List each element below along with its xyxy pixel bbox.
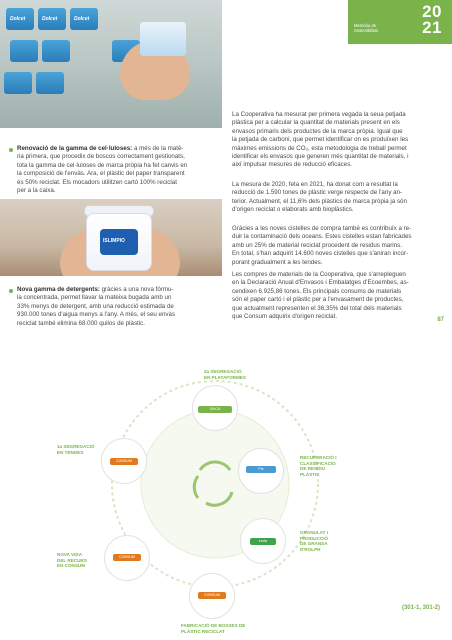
text-line: Gràcies a les noves cistelles de compra també es contribuïx a re- [232, 225, 412, 232]
recovery-pill: Pie [246, 466, 276, 473]
saica-pill: SAICA [198, 406, 232, 413]
text-line: duir la contaminació dels oceans. Estes cistelles estan fabricades [232, 233, 412, 241]
label-line: RECUPERACIÓ I [300, 455, 337, 460]
label-line: PLÀSTIC [300, 471, 320, 477]
page-number: 87 [437, 317, 444, 323]
text-line: és 50% reciclat. Els mocadors utilitzen cartó 100% reciclat [17, 178, 177, 186]
text-line: que Consum adquirix d'origen reciclat. [232, 313, 338, 321]
text-line: en la Declaració Anual d'Envasos i Embalatges d'Ecoembes, as- [232, 279, 409, 287]
text-line: la petjada de carboni, que permet identificar on es produïxen les [232, 136, 409, 144]
label-new-life [57, 552, 87, 569]
text-line: La Cooperativa ha mesurat per primera vegada la seua petjada [232, 111, 406, 118]
text-line: porant gradualment a les tendes. [232, 258, 323, 266]
text-line: Les compres de materials de la Cooperativa, que s'arrepleguen [232, 271, 406, 278]
text-line: plàstica per a calcular la quantitat de materials present en els [232, 119, 400, 127]
cellulose-lead: Renovació de la gamma de cel·luloses: [17, 145, 133, 152]
label-line: DEL RECURS [57, 557, 87, 563]
pack-text: Dolcet [10, 16, 26, 22]
label-line: FABRICACIÓ DE BOSSES DE [181, 623, 246, 628]
text-line: En total, s'han adquirit 14.600 noves cistelles que s'aniran incor- [232, 250, 409, 258]
label-line: 1a SEGREGACIÓ [57, 444, 95, 449]
label-line: EN CONSUM [57, 563, 86, 569]
report-label-line1: Memòria de [354, 23, 377, 28]
label-store-segregation [57, 444, 95, 455]
text-line: són el paper cartó i el plàstic per a l'envasament de productes, [232, 296, 404, 304]
label-line: EN TENDES [57, 449, 84, 455]
label-line: EN PLATAFORMES [204, 374, 246, 380]
text-line: envasos primaris dels productes de la marca pròpia. Igual que [232, 127, 403, 135]
text-line: 33% menys de detergent, amb una reducció estimada de [17, 302, 174, 310]
text-line: ria primera, que procedix de boscos correctament gestionats, [17, 153, 185, 161]
label-recovery [300, 455, 337, 477]
consum-pill: CONSUM [113, 554, 141, 561]
gri-codes: (301-1, 301-2) [401, 605, 440, 611]
report-label-line2: Sostenibilitat [354, 28, 378, 33]
text-line: 930.000 tones d'aigua menys a l'any. A més, el seu envàs [17, 311, 176, 319]
pack-text: Dolcet [42, 16, 58, 22]
label-line: D'ROLPH [300, 546, 321, 552]
year-bottom: 21 [422, 18, 442, 37]
consum-pill: CONSUM [110, 458, 138, 465]
label-line: DE GRANSA [300, 541, 328, 547]
label-platform-segregation [204, 369, 246, 380]
text-line: cendixen 6.925,86 tones. Els principals consums de materials [232, 287, 402, 295]
tub-brand: ISLIMPIO [103, 238, 125, 244]
label-line: PLÀSTIC RECICLAT [181, 628, 225, 634]
label-bag-manufacturing [181, 623, 245, 634]
text-line: a més de la matè- [133, 145, 184, 152]
text-line: reciclat també elimina 68.000 quilos de plàstic. [17, 319, 145, 327]
label-line: NOVA VIDA [57, 552, 83, 557]
text-line: gràcies a una nova fórmu- [101, 286, 174, 293]
detergent-lead: Nova gamma de detergents: [17, 286, 100, 293]
text-line: amb un 25% de material reciclat procedent de residus marins. [232, 241, 402, 249]
text-line: la concentrada, permet llavar la mateixa bugada amb un [17, 294, 172, 302]
text-line: tota la gamma de cel·luloses de marca pròpia ha fet canvis en [17, 161, 188, 169]
year-top: 20 [422, 2, 442, 21]
text-line: màximes emissions de CO₂, esta metodologia de treball permet [232, 144, 407, 152]
text-line: la composició de l'envàs. Ara, el plàstic del paper transparent [17, 170, 185, 178]
label-line: DE RESIDU [300, 466, 326, 472]
text-line: reducció de 1.590 tones de plàstic verge respecte de l'any an- [232, 189, 403, 197]
text-line: identificar els envasos que generen més quantitat de materials, i [232, 153, 409, 161]
text-line: La mesura de 2020, feta en 2021, ha donat com a resultat la [232, 181, 398, 188]
label-line: PRODUCCIÓ [300, 535, 329, 541]
text-line: d'origen reciclat o elaborats amb bioplàstics. [232, 206, 354, 214]
label-line: GRANULAT I [300, 530, 328, 535]
label-granulate [300, 530, 328, 552]
text-line: així impulsar mesures de reducció eficaces. [232, 161, 353, 169]
text-line: que actualment representen el 36,35% del total dels materials [232, 304, 402, 312]
pack-text: Dolcet [74, 16, 90, 22]
text-line: terior. Actualment, el 11,6% dels plàstics de marca pròpia ja són [232, 197, 407, 205]
label-line: CLASSIFICACIÓ [300, 460, 336, 466]
text-line: per a la caixa. [17, 187, 56, 195]
consum-pill: CONSUM [198, 592, 226, 599]
label-line: 2a SEGREGACIÓ [204, 369, 242, 374]
envia-pill: envia [250, 538, 276, 545]
